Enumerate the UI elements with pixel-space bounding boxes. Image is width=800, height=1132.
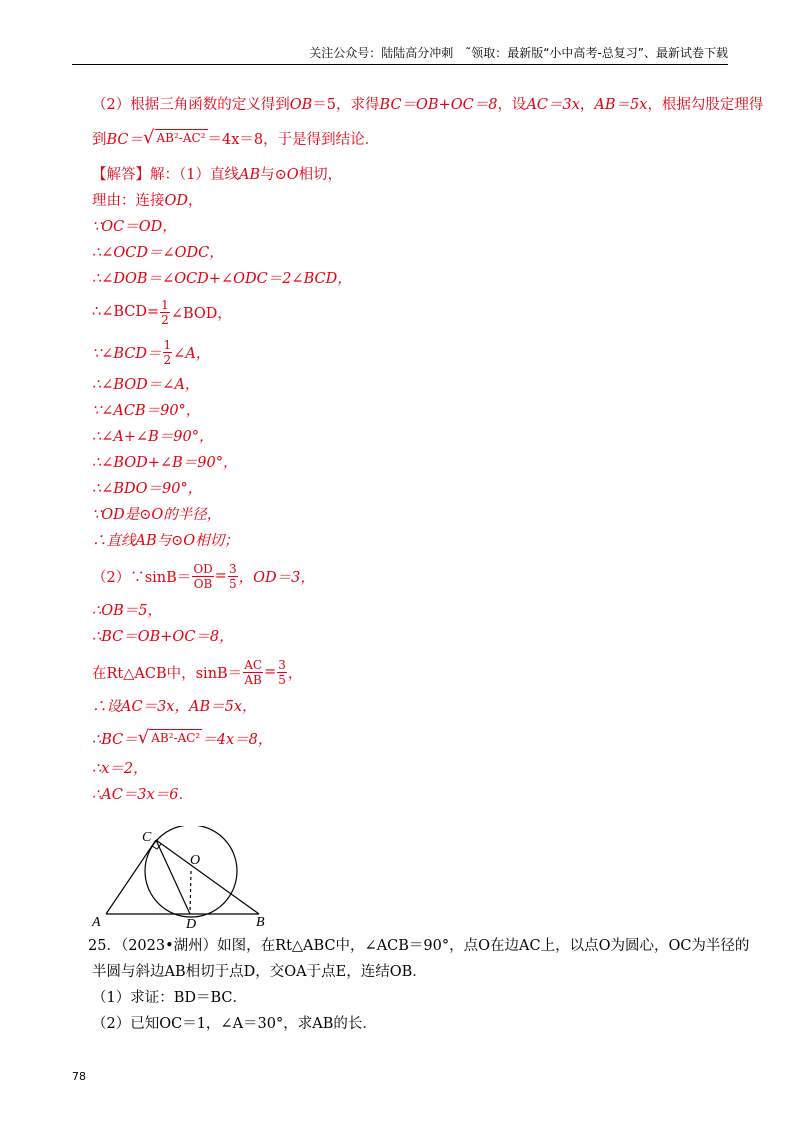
text: ＝4x＝8， — [202, 731, 273, 748]
solution-step: ∴设AC＝3x，AB＝5x， — [92, 699, 257, 715]
text: 相切， — [298, 167, 343, 183]
solution-step-half — [92, 292, 732, 332]
text: ∵∠BCD＝ — [92, 345, 162, 362]
text: ∠BOD， — [170, 305, 232, 322]
solution-bc-sqrt — [92, 720, 732, 756]
solution-step: ∵∠ACB＝90°， — [92, 403, 201, 419]
denominator: 5 — [278, 672, 286, 687]
text: AB — [238, 167, 261, 183]
sqrt-content: AB²-AC² — [156, 131, 206, 145]
text: 【解答】解：（1）直线 — [92, 167, 239, 183]
text: ， — [287, 665, 303, 682]
text: AC＝3x — [526, 97, 580, 113]
numerator: 1 — [161, 297, 169, 312]
solution-line-1 — [92, 162, 732, 188]
text: 到 — [92, 131, 107, 148]
text: ，根据勾股定理得 — [647, 97, 764, 113]
question-25 — [88, 933, 750, 1037]
text: AB＝5x — [594, 97, 648, 113]
sqrt-expression: √ AB²-AC² — [137, 727, 201, 748]
text: ∠A， — [173, 345, 211, 362]
solution-step: ∴∠OCD＝∠ODC， — [92, 245, 224, 261]
sqrt-expression: √ AB²-AC² — [143, 127, 206, 148]
solution-step: ∴∠DOB＝∠OCD+∠ODC＝2∠BCD， — [92, 271, 352, 287]
denominator: 2 — [161, 312, 169, 327]
denominator: AB — [244, 672, 262, 687]
label-C: C — [142, 830, 152, 845]
text: ，设 — [497, 97, 527, 113]
analysis-line-1: （2）根据三角函数的定义得到OB＝5，求得BC＝OB+OC＝8，设AC＝3x，AB＝5x，根据勾股定理得 — [92, 97, 764, 113]
text: ，OD＝3， — [238, 569, 315, 586]
text: BC＝OB+OC＝8 — [379, 97, 498, 113]
fraction-3-5 — [228, 562, 238, 591]
text: 在Rt△ACB中，sinB＝ — [92, 665, 243, 682]
question-sub-1: （1）求证：BD＝BC． — [92, 990, 248, 1006]
numerator: 3 — [278, 657, 286, 672]
solution-step: ∴∠A+∠B＝90°， — [92, 429, 214, 445]
solution-step: ∵OD是⊙O的半径， — [92, 507, 222, 523]
numerator: 3 — [228, 561, 237, 576]
fraction-od-ob — [192, 562, 213, 591]
solution-step: ∴OB＝5， — [92, 603, 162, 619]
text: 与⊙ — [260, 167, 287, 183]
text: ＝4x＝8，于是得到结论． — [207, 131, 380, 148]
text: ＝5，求得 — [312, 97, 380, 113]
page-number: 78 — [72, 1070, 86, 1083]
fraction — [163, 338, 173, 367]
content — [92, 92, 764, 808]
question-line-1: 25．（2023•湖州）如图，在Rt△ABC中，∠ACB＝90°，点O在边AC上，以点O为圆心，OC为半径的 — [88, 938, 750, 954]
numerator: 1 — [163, 337, 172, 352]
denominator: 2 — [163, 352, 172, 367]
header-text: 关注公众号：陆陆高分冲刺 ˜领取：最新版“小中高考-总复习”、最新试卷下载 — [309, 46, 728, 60]
solution-reason: 理由：连接OD， — [92, 193, 203, 209]
text: （2）根据三角函数的定义得到 — [92, 97, 290, 113]
segment-AC — [106, 840, 156, 914]
solution-step: ∴x＝2， — [92, 761, 148, 777]
solution-step: ∵OC＝OD， — [92, 219, 177, 235]
solution-step: ∴∠BOD＝∠A， — [92, 377, 200, 393]
label-B: B — [256, 915, 265, 930]
numerator: OD — [193, 561, 213, 576]
fraction-3-5 — [277, 658, 287, 687]
text: ∴BC＝ — [92, 731, 138, 748]
sqrt-content: AB²-AC² — [151, 731, 201, 745]
solution-step-half-a — [92, 332, 732, 372]
solution-part2: （2）∵sinB＝ $\frac{OD}{OB}$ = $\frac{3}{5}$ ，OD＝3， — [92, 561, 315, 591]
denominator: OB — [193, 576, 213, 591]
text: OB — [289, 97, 313, 113]
segment-OD — [190, 871, 191, 914]
segment-CB — [156, 840, 259, 914]
text: BC＝ — [106, 131, 144, 148]
text: ∴∠BCD= — [92, 304, 160, 320]
solution-step: ∴BC＝OB+OC＝8， — [92, 629, 234, 645]
label-O: O — [190, 853, 201, 868]
text: O — [286, 167, 299, 183]
analysis-line-2 — [92, 118, 732, 158]
question-line-2: 半圆与斜边AB相切于点D，交OA于点E，连结OB． — [92, 964, 427, 980]
text: （2）∵sinB＝ — [92, 569, 192, 586]
solution-step: ∴∠BOD+∠B＝90°， — [92, 455, 238, 471]
denominator: 5 — [228, 576, 237, 591]
solution-step: ∴∠BDO＝90°， — [92, 481, 203, 497]
fraction — [160, 298, 170, 327]
solution-step: ∴直线AB与⊙O相切； — [92, 533, 239, 549]
label-A: A — [92, 915, 101, 930]
text: OD — [164, 193, 189, 209]
question-sub-2: （2）已知OC＝1，∠A＝30°，求AB的长． — [92, 1016, 377, 1032]
text: 理由：连接 — [92, 193, 165, 209]
numerator: AC — [244, 657, 263, 672]
solution-rt: 在Rt△ACB中，sinB＝ $\frac{AC}{AB}$ = $\frac{3}{5}$ ， — [92, 657, 303, 687]
geometry-figure — [84, 826, 284, 930]
page-header — [72, 44, 728, 65]
fraction-ac-ab — [243, 658, 263, 687]
solution-step: ∴AC＝3x＝6． — [92, 787, 193, 803]
segment-CD — [156, 840, 190, 914]
label-D: D — [186, 917, 197, 930]
